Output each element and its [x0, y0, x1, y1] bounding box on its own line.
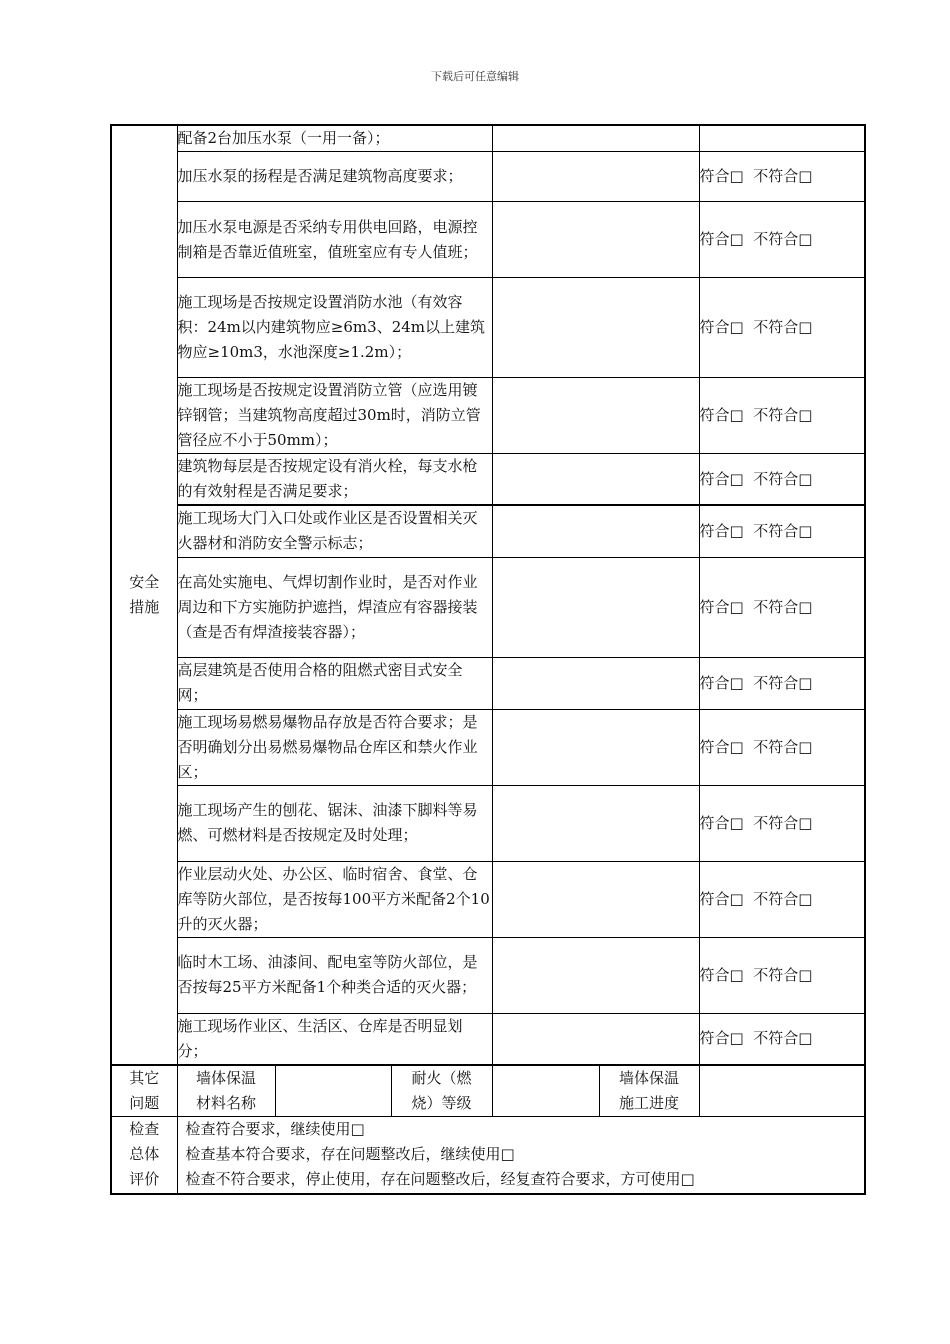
safety-item-note-field[interactable]: [492, 861, 699, 937]
safety-row: [111, 454, 865, 506]
safety-item-note-field[interactable]: [492, 785, 699, 861]
safety-row: [111, 202, 865, 278]
progress-field[interactable]: [699, 1065, 865, 1117]
safety-row: [111, 278, 865, 378]
safety-item-note-field[interactable]: [492, 125, 699, 152]
compliance-checkbox-cell[interactable]: 符合□ 不符合□: [699, 378, 865, 454]
safety-row: [111, 557, 865, 657]
safety-item-text: 建筑物每层是否按规定设有消火栓，每支水枪的有效射程是否满足要求；: [177, 454, 492, 506]
compliance-checkbox-cell[interactable]: 符合□ 不符合□: [699, 861, 865, 937]
safety-item-text: 施工现场是否按规定设置消防水池（有效容积：24m以内建筑物应≥6m3、24m以上建筑物应≥10m3，水池深度≥1.2m）；: [177, 278, 492, 378]
compliance-checkbox-cell[interactable]: 符合□ 不符合□: [699, 709, 865, 785]
compliance-checkbox-cell: [699, 125, 865, 152]
compliance-checkbox-cell[interactable]: 符合□ 不符合□: [699, 505, 865, 557]
other-issues-row: [111, 1065, 865, 1117]
safety-row: [111, 709, 865, 785]
fire-rating-field[interactable]: [492, 1065, 599, 1117]
safety-row: [111, 152, 865, 202]
evaluation-option-pass[interactable]: 检查符合要求，继续使用□: [185, 1120, 365, 1139]
safety-item-text: 施工现场作业区、生活区、仓库是否明显划分；: [177, 1013, 492, 1065]
safety-row: [111, 505, 865, 557]
compliance-checkbox-cell[interactable]: 符合□ 不符合□: [699, 152, 865, 202]
safety-item-note-field[interactable]: [492, 1013, 699, 1065]
safety-item-text: 施工现场是否按规定设置消防立管（应选用镀锌钢管；当建筑物高度超过30m时，消防立管管径应不小于50mm）；: [177, 378, 492, 454]
safety-item-note-field[interactable]: [492, 454, 699, 506]
safety-item-note-field[interactable]: [492, 202, 699, 278]
safety-row: [111, 657, 865, 709]
safety-item-note-field[interactable]: [492, 505, 699, 557]
safety-item-text: 作业层动火处、办公区、临时宿舍、食堂、仓库等防火部位，是否按每100平方米配备2个10升的灭火器；: [177, 861, 492, 937]
safety-item-note-field[interactable]: [492, 152, 699, 202]
fire-rating-label: 耐火（燃 烧）等级: [391, 1065, 492, 1117]
compliance-checkbox-cell[interactable]: 符合□ 不符合□: [699, 557, 865, 657]
page-header: 下载后可任意编辑: [431, 70, 519, 83]
evaluation-option-fail[interactable]: 检查不符合要求，停止使用，存在问题整改后，经复查符合要求，方可使用□: [185, 1170, 695, 1189]
safety-item-text: 配备2台加压水泵（一用一备）；: [177, 125, 492, 152]
compliance-checkbox-cell[interactable]: 符合□ 不符合□: [699, 278, 865, 378]
evaluation-option-basic[interactable]: 检查基本符合要求，存在问题整改后，继续使用□: [185, 1145, 515, 1164]
evaluation-label: 检查 总体 评价: [111, 1117, 177, 1194]
safety-item-note-field[interactable]: [492, 937, 699, 1013]
safety-row: [111, 125, 865, 152]
safety-category-label: 安全 措施: [111, 125, 177, 1065]
other-issues-label: 其它 问题: [111, 1065, 177, 1117]
safety-item-text: 高层建筑是否使用合格的阻燃式密目式安全网；: [177, 657, 492, 709]
safety-row: [111, 1013, 865, 1065]
safety-item-note-field[interactable]: [492, 378, 699, 454]
compliance-checkbox-cell[interactable]: 符合□ 不符合□: [699, 454, 865, 506]
compliance-checkbox-cell[interactable]: 符合□ 不符合□: [699, 1013, 865, 1065]
inspection-table: [110, 124, 866, 1195]
safety-row: [111, 785, 865, 861]
safety-item-text: 施工现场大门入口处或作业区是否设置相关灭火器材和消防安全警示标志；: [177, 505, 492, 557]
compliance-checkbox-cell[interactable]: 符合□ 不符合□: [699, 657, 865, 709]
evaluation-row: [111, 1117, 865, 1194]
safety-item-note-field[interactable]: [492, 557, 699, 657]
safety-item-text: 施工现场产生的刨花、锯沫、油漆下脚料等易燃、可燃材料是否按规定及时处理；: [177, 785, 492, 861]
safety-item-note-field[interactable]: [492, 657, 699, 709]
wall-material-label: 墙体保温 材料名称: [177, 1065, 275, 1117]
safety-row: [111, 937, 865, 1013]
safety-item-note-field[interactable]: [492, 709, 699, 785]
compliance-checkbox-cell[interactable]: 符合□ 不符合□: [699, 202, 865, 278]
progress-label: 墙体保温 施工进度: [599, 1065, 699, 1117]
safety-item-text: 加压水泵的扬程是否满足建筑物高度要求；: [177, 152, 492, 202]
compliance-checkbox-cell[interactable]: 符合□ 不符合□: [699, 785, 865, 861]
compliance-checkbox-cell[interactable]: 符合□ 不符合□: [699, 937, 865, 1013]
safety-item-text: 加压水泵电源是否采纳专用供电回路，电源控制箱是否靠近值班室，值班室应有专人值班；: [177, 202, 492, 278]
safety-item-text: 在高处实施电、气焊切割作业时，是否对作业周边和下方实施防护遮挡，焊渣应有容器接装（查是否有焊渣接装容器）；: [177, 557, 492, 657]
safety-item-text: 临时木工场、油漆间、配电室等防火部位，是否按每25平方米配备1个种类合适的灭火器；: [177, 937, 492, 1013]
safety-item-text: 施工现场易燃易爆物品存放是否符合要求；是否明确划分出易燃易爆物品仓库区和禁火作业区；: [177, 709, 492, 785]
wall-material-field[interactable]: [275, 1065, 391, 1117]
safety-row: [111, 378, 865, 454]
safety-item-note-field[interactable]: [492, 278, 699, 378]
safety-row: [111, 861, 865, 937]
evaluation-options: [177, 1117, 865, 1194]
